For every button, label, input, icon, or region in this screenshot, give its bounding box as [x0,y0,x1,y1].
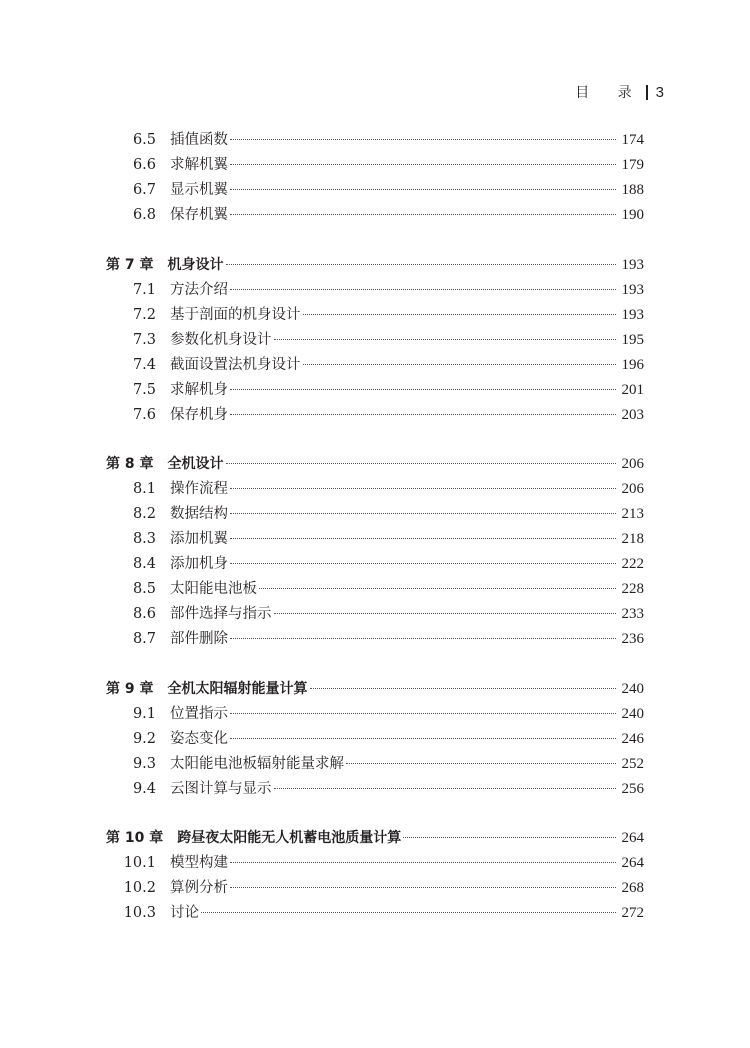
toc-entry-page: 174 [621,132,644,148]
toc-entry-title: 部件选择与指示 [170,606,272,622]
toc-entry-page: 233 [621,606,644,622]
toc-entry-title: 姿态变化 [170,730,228,747]
toc-entry-number: 第 8 章 [106,456,154,472]
toc-entry-page: 252 [621,755,644,772]
toc-entry-number: 7.5 [132,381,156,398]
toc-entry-page: 179 [621,157,644,173]
toc-entry-number: 8.5 [132,581,156,597]
toc-leader-dots [230,139,616,140]
toc-entry-number: 9.1 [132,705,156,722]
toc-leader-dots [201,912,616,913]
toc-entry-page: 240 [621,705,644,722]
toc-section-row [106,527,644,552]
toc-entry-number: 7.3 [132,331,156,348]
toc-entry-number: 6.6 [132,157,156,173]
toc-section-row [106,901,644,926]
toc-entry-title: 部件删除 [170,631,228,647]
toc-entry-title: 保存机翼 [170,207,228,223]
toc-entry-page: 201 [621,381,644,398]
toc-entry-title: 求解机身 [170,381,228,398]
toc-group-gap [106,428,644,453]
toc-entry-number: 7.2 [132,306,156,323]
toc-entry-title: 插值函数 [170,132,228,148]
toc-leader-dots [303,314,616,315]
toc-entry-number: 第 10 章 [106,830,164,846]
toc-group-gap [106,802,644,827]
toc-section-row [106,876,644,901]
toc-group-gap [106,228,644,253]
toc-entry-page: 256 [621,780,644,797]
toc-entry-number: 10.3 [123,905,156,921]
toc-leader-dots [274,339,616,340]
toc-leader-dots [230,389,616,390]
toc-entry-title: 太阳能电池板辐射能量求解 [170,755,344,772]
toc-entry-title: 机身设计 [167,256,224,273]
toc-leader-dots [274,613,616,614]
toc-entry-title: 全机太阳辐射能量计算 [167,680,308,697]
toc-section-row [106,477,644,502]
toc-entry-number: 8.7 [132,631,156,647]
toc-entry-page: 264 [621,830,644,846]
toc-entry-page: 213 [621,506,644,522]
toc-entry-page: 222 [621,556,644,572]
page-number: 3 [655,83,664,101]
toc-entry-title: 云图计算与显示 [170,780,272,797]
toc-entry-number: 7.6 [132,406,156,423]
toc-leader-dots [230,862,616,863]
toc-entry-page: 228 [621,581,644,597]
toc-entry-page: 264 [621,855,644,871]
toc-leader-dots [230,189,616,190]
table-of-contents [106,128,644,926]
toc-leader-dots [230,713,616,714]
toc-section-row [106,128,644,153]
toc-entry-number: 9.4 [132,780,156,797]
toc-entry-title: 截面设置法机身设计 [170,356,301,373]
toc-section-row [106,153,644,178]
toc-entry-title: 基于剖面的机身设计 [170,306,301,323]
toc-entry-page: 272 [621,905,644,921]
toc-entry-number: 10.2 [123,880,156,896]
toc-entry-page: 206 [621,481,644,497]
toc-section-row [106,278,644,303]
toc-section-row [106,602,644,627]
toc-leader-dots [226,463,616,464]
toc-entry-page: 195 [621,331,644,348]
toc-chapter-row [106,452,644,477]
toc-section-row [106,702,644,727]
toc-entry-number: 8.6 [132,606,156,622]
toc-entry-number: 9.2 [132,730,156,747]
toc-section-row [106,353,644,378]
toc-entry-title: 太阳能电池板 [170,581,257,597]
toc-leader-dots [346,763,616,764]
toc-entry-page: 236 [621,631,644,647]
toc-section-row [106,328,644,353]
toc-entry-title: 模型构建 [170,855,228,871]
toc-section-row [106,851,644,876]
toc-leader-dots [403,837,615,838]
toc-leader-dots [230,214,616,215]
toc-entry-page: 193 [621,256,644,273]
toc-section-row [106,203,644,228]
toc-entry-title: 跨昼夜太阳能无人机蓄电池质量计算 [177,830,402,846]
toc-leader-dots [230,164,616,165]
toc-entry-title: 讨论 [170,905,199,921]
toc-entry-page: 268 [621,880,644,896]
toc-section-row [106,502,644,527]
toc-entry-number: 8.4 [132,556,156,572]
toc-entry-title: 保存机身 [170,406,228,423]
toc-entry-title: 添加机身 [170,556,228,572]
toc-leader-dots [230,289,616,290]
running-head-divider [646,85,648,100]
toc-leader-dots [230,538,616,539]
toc-entry-page: 193 [621,281,644,298]
toc-entry-page: 206 [621,456,644,472]
toc-section-row [106,378,644,403]
toc-entry-title: 操作流程 [170,481,228,497]
toc-chapter-row [106,826,644,851]
toc-entry-number: 6.8 [132,207,156,223]
toc-entry-number: 第 7 章 [106,256,154,273]
running-head-title: 目 录 [575,85,644,101]
toc-entry-number: 7.4 [132,356,156,373]
toc-entry-number: 6.7 [132,182,156,198]
toc-chapter-row [106,253,644,278]
toc-leader-dots [303,364,616,365]
toc-section-row [106,627,644,652]
toc-leader-dots [310,688,616,689]
toc-section-row [106,752,644,777]
toc-leader-dots [230,513,616,514]
toc-entry-page: 193 [621,306,644,323]
toc-section-row [106,552,644,577]
toc-leader-dots [230,638,616,639]
toc-entry-title: 数据结构 [170,506,228,522]
toc-entry-page: 196 [621,356,644,373]
toc-entry-number: 第 9 章 [106,680,154,697]
toc-entry-number: 8.2 [132,506,156,522]
toc-entry-number: 8.1 [132,481,156,497]
toc-entry-page: 240 [621,680,644,697]
toc-leader-dots [230,887,616,888]
toc-entry-page: 203 [621,406,644,423]
toc-chapter-row [106,677,644,702]
toc-leader-dots [230,563,616,564]
toc-section-row [106,303,644,328]
toc-entry-title: 算例分析 [170,880,228,896]
toc-entry-title: 添加机翼 [170,531,228,547]
toc-section-row [106,178,644,203]
toc-leader-dots [274,788,616,789]
toc-entry-title: 求解机翼 [170,157,228,173]
toc-leader-dots [230,414,616,415]
toc-entry-page: 246 [621,730,644,747]
running-head [575,82,664,102]
toc-group-gap [106,652,644,677]
toc-entry-number: 6.5 [132,132,156,148]
toc-entry-page: 190 [621,207,644,223]
toc-entry-title: 方法介绍 [170,281,228,298]
toc-entry-page: 188 [621,182,644,198]
toc-section-row [106,403,644,428]
toc-section-row [106,777,644,802]
toc-entry-title: 显示机翼 [170,182,228,198]
toc-entry-number: 8.3 [132,531,156,547]
toc-entry-title: 全机设计 [167,456,224,472]
toc-entry-number: 9.3 [132,755,156,772]
toc-leader-dots [230,488,616,489]
toc-entry-title: 参数化机身设计 [170,331,272,348]
toc-entry-number: 7.1 [132,281,156,298]
toc-leader-dots [226,264,616,265]
toc-entry-number: 10.1 [123,855,156,871]
toc-leader-dots [230,738,616,739]
toc-entry-page: 218 [621,531,644,547]
toc-section-row [106,727,644,752]
toc-leader-dots [259,588,616,589]
toc-entry-title: 位置指示 [170,705,228,722]
toc-section-row [106,577,644,602]
